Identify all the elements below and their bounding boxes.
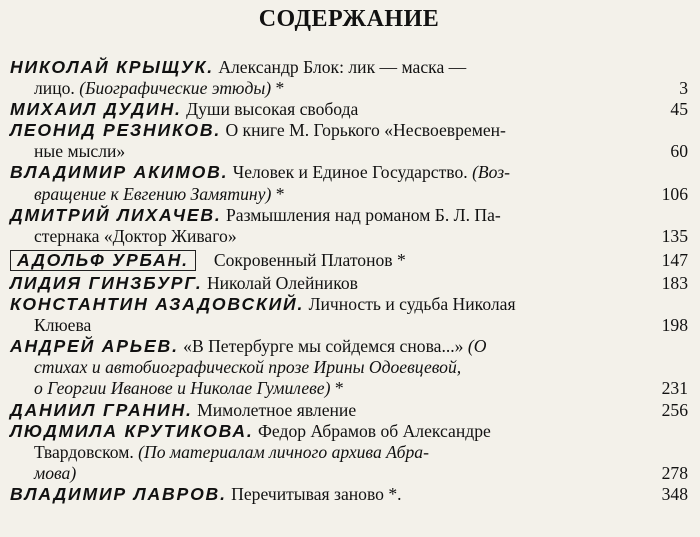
entry-author: ВЛАДИМИР АКИМОВ. <box>10 162 229 183</box>
entry-title-cont: стернака «Доктор Живаго» <box>34 225 237 246</box>
entry-author: ЛИДИЯ ГИНЗБУРГ. <box>10 272 203 293</box>
entry-author: ЛЕОНИД РЕЗНИКОВ. <box>10 120 222 141</box>
entry-author: ВЛАДИМИР ЛАВРОВ. <box>10 483 227 504</box>
entry-title: Федор Абрамов об Александре <box>258 420 491 441</box>
entry-page: 106 <box>661 183 688 204</box>
entry-title: Личность и судьба Николая <box>308 294 516 315</box>
entry-title: Перечитывая заново *. <box>231 483 402 504</box>
entry-title: Мимолетное явление <box>197 399 357 420</box>
toc-entry[interactable] <box>10 273 688 294</box>
toc-entry[interactable] <box>10 421 688 484</box>
entry-author: НИКОЛАЙ КРЫЩУК. <box>10 57 214 77</box>
entry-author: ЛЮДМИЛА КРУТИКОВА. <box>10 420 254 441</box>
entry-page: 135 <box>661 225 688 246</box>
entry-star: * <box>271 78 285 99</box>
toc-entry[interactable] <box>10 484 688 505</box>
entry-author: МИХАИЛ ДУДИН. <box>10 99 182 120</box>
entry-page: 256 <box>661 399 688 420</box>
entry-page: 45 <box>670 99 688 120</box>
entry-title: Николай Олейников <box>206 272 358 293</box>
entry-subtitle-cont: о Георгии Иванове и Николае Гумилеве) <box>34 378 331 399</box>
entry-title: Размышления над романом Б. Л. Па- <box>226 204 501 225</box>
entry-title-cont: ные мысли» <box>34 141 126 162</box>
entry-title: Сокровенный Платонов * <box>213 249 406 270</box>
entry-star: * <box>271 183 285 204</box>
toc-entry[interactable] <box>10 162 688 204</box>
toc-entry[interactable] <box>10 294 688 336</box>
toc-entry[interactable] <box>10 205 688 247</box>
entry-page: 60 <box>670 141 688 162</box>
entry-author: АНДРЕЙ АРЬЕВ. <box>10 336 179 357</box>
toc-entry[interactable] <box>10 57 688 99</box>
entry-page: 198 <box>661 315 688 336</box>
toc-entry[interactable] <box>10 250 688 271</box>
entry-page: 231 <box>661 378 688 399</box>
toc-entry[interactable] <box>10 99 688 120</box>
entry-page: 183 <box>661 272 688 293</box>
entry-page: 147 <box>661 249 688 270</box>
entry-subtitle-cont: вращение к Евгению Замятину) <box>34 183 272 204</box>
entry-author: КОНСТАНТИН АЗАДОВСКИЙ. <box>10 294 305 315</box>
entry-title: Человек и Единое Государство. <box>232 162 468 183</box>
entry-title: О книге М. Горького «Несвоевремен- <box>225 120 506 141</box>
entry-author: ДМИТРИЙ ЛИХАЧЕВ. <box>10 204 222 225</box>
entry-title: Души высокая свобода <box>186 99 359 120</box>
entry-author: ДАНИИЛ ГРАНИН. <box>10 399 193 420</box>
entry-title-cont: лицо. <box>34 78 80 99</box>
entry-title: Александр Блок: лик — маска — <box>218 57 467 77</box>
table-of-contents <box>10 57 688 505</box>
entry-title-cont: Клюева <box>34 315 92 336</box>
toc-entry[interactable] <box>10 400 688 421</box>
page-title: СОДЕРЖАНИЕ <box>258 6 440 32</box>
author-frame <box>10 250 196 271</box>
toc-entry[interactable] <box>10 120 688 162</box>
entry-title-cont: Твардовском. <box>34 441 134 462</box>
entry-subtitle: (Воз- <box>472 162 510 183</box>
toc-entry[interactable] <box>10 336 688 399</box>
entry-subtitle-cont: стихах и автобиографической прозе Ирины Одоевцевой, <box>34 357 462 378</box>
entry-star: * <box>330 378 344 399</box>
entry-title: «В Петербурге мы сойдемся снова...» <box>183 336 464 357</box>
entry-page: 278 <box>661 462 688 483</box>
entry-subtitle: (О <box>467 336 487 357</box>
entry-subtitle: (Биографические этюды) <box>79 78 272 99</box>
entry-subtitle-cont: мова) <box>34 462 77 483</box>
entry-page: 3 <box>679 78 688 99</box>
entry-subtitle: (По материалам личного архива Абра- <box>138 441 429 462</box>
entry-author: АДОЛЬФ УРБАН. <box>17 249 189 270</box>
entry-page: 348 <box>661 483 688 504</box>
